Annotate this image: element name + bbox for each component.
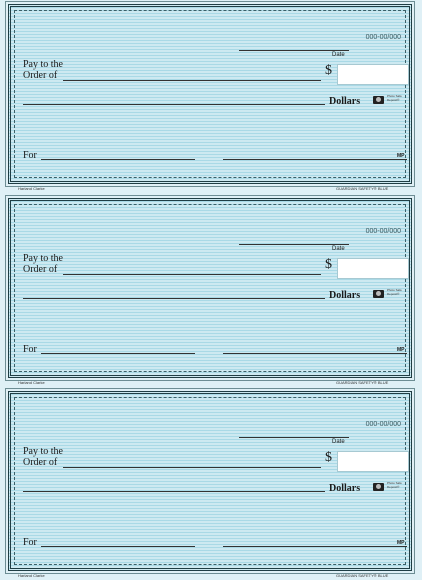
payee-line[interactable] — [63, 467, 321, 468]
amount-box[interactable] — [337, 258, 409, 279]
pay-to-line2: Order of — [23, 264, 58, 275]
date-line[interactable] — [239, 50, 349, 51]
dollars-label: Dollars — [329, 483, 361, 494]
amount-words-line[interactable] — [23, 491, 325, 492]
dollars-label: Dollars — [329, 96, 361, 107]
photo-safe-text: Photo Safe Deposit® — [387, 94, 402, 102]
memo-line[interactable] — [41, 159, 195, 160]
signature-line[interactable] — [223, 159, 407, 160]
pay-to-line1: Pay to the — [23, 446, 63, 457]
check-number: 000-00/000 — [365, 228, 401, 235]
dollar-sign: $ — [325, 450, 332, 465]
amount-words-line[interactable] — [23, 104, 325, 105]
amount-box[interactable] — [337, 64, 409, 85]
date-label: Date — [332, 52, 345, 58]
for-label: For — [23, 537, 37, 548]
dollars-label: Dollars — [329, 290, 361, 301]
pay-to-line2: Order of — [23, 70, 58, 81]
camera-icon — [373, 483, 384, 491]
dollar-sign: $ — [325, 63, 332, 78]
footer-right: GUARDIAN SAFETY® BLUE — [336, 186, 389, 191]
date-label: Date — [332, 246, 345, 252]
check-3 — [8, 391, 412, 571]
for-label: For — [23, 150, 37, 161]
footer-left: Harland Clarke — [18, 186, 45, 191]
payee-line[interactable] — [63, 80, 321, 81]
camera-icon — [373, 290, 384, 298]
check-2 — [8, 198, 412, 378]
pay-to-line1: Pay to the — [23, 253, 63, 264]
footer-left: Harland Clarke — [18, 573, 45, 578]
check-number: 000-00/000 — [365, 34, 401, 41]
date-label: Date — [332, 439, 345, 445]
footer-left: Harland Clarke — [18, 380, 45, 385]
footer-right: GUARDIAN SAFETY® BLUE — [336, 573, 389, 578]
dollar-sign: $ — [325, 257, 332, 272]
mp-mark: MP — [397, 153, 405, 159]
check-1 — [8, 4, 412, 184]
amount-words-line[interactable] — [23, 298, 325, 299]
payee-line[interactable] — [63, 274, 321, 275]
pay-to-label — [23, 253, 63, 275]
signature-line[interactable] — [223, 546, 407, 547]
memo-line[interactable] — [41, 546, 195, 547]
pay-to-label — [23, 446, 63, 468]
amount-box[interactable] — [337, 451, 409, 472]
pay-to-line2: Order of — [23, 457, 58, 468]
memo-line[interactable] — [41, 353, 195, 354]
for-label: For — [23, 344, 37, 355]
check-number: 000-00/000 — [365, 421, 401, 428]
signature-line[interactable] — [223, 353, 407, 354]
pay-to-line1: Pay to the — [23, 59, 63, 70]
photo-safe-text: Photo Safe Deposit® — [387, 288, 402, 296]
date-line[interactable] — [239, 437, 349, 438]
pay-to-label — [23, 59, 63, 81]
footer-right: GUARDIAN SAFETY® BLUE — [336, 380, 389, 385]
photo-safe-text: Photo Safe Deposit® — [387, 481, 402, 489]
camera-icon — [373, 96, 384, 104]
date-line[interactable] — [239, 244, 349, 245]
mp-mark: MP — [397, 347, 405, 353]
mp-mark: MP — [397, 540, 405, 546]
